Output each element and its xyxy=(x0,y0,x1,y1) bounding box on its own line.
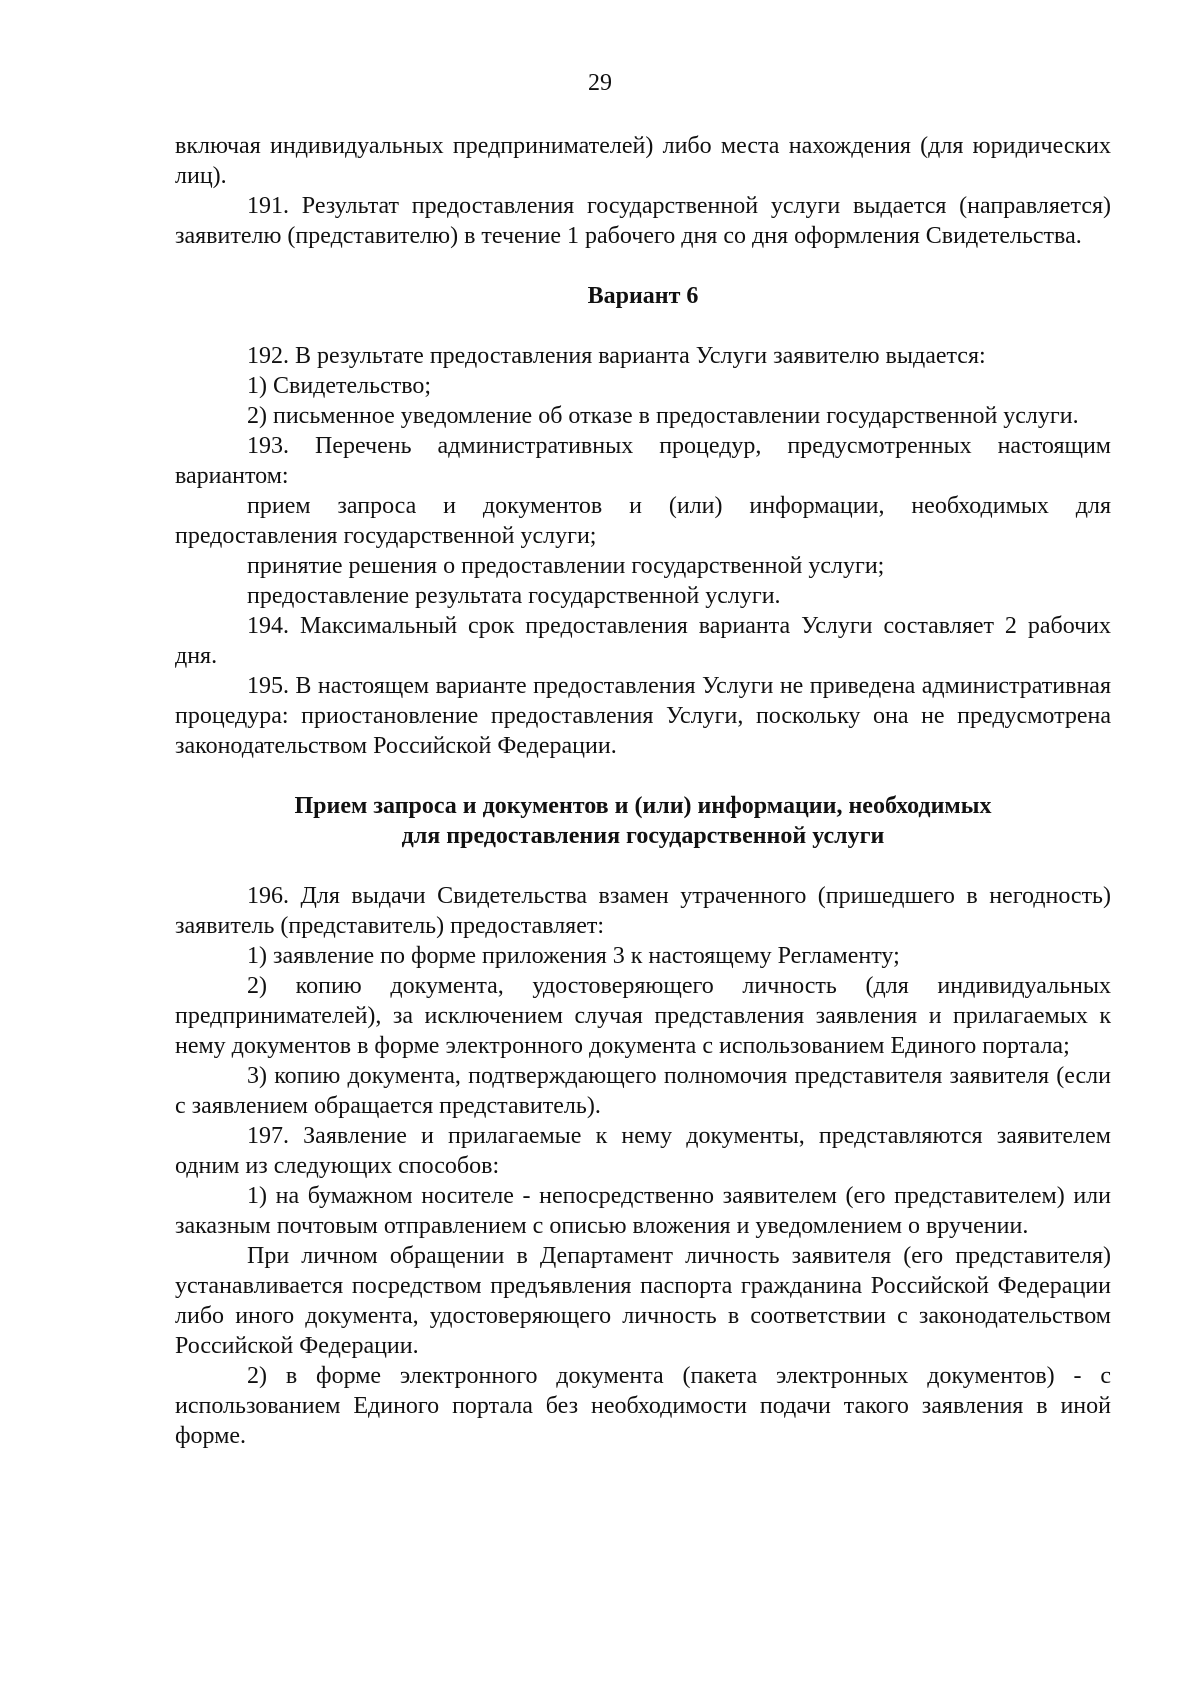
list-item-authority-copy: 3) копию документа, подтверждающего полномочия представителя заявителя (если с заявлением обращается представитель). xyxy=(175,1063,1111,1119)
paragraph-195: 195. В настоящем варианте предоставления Услуги не приведена административная процедура: приостановление предоставления Услуги, поскольку она не предусмотрена законодательством Российской Федерации. xyxy=(175,673,1111,759)
section-heading xyxy=(175,791,1111,851)
list-item-electronic-submission: 2) в форме электронного документа (пакета электронных документов) - с использованием Единого портала без необходимости подачи такого заявления в иной форме. xyxy=(175,1363,1111,1449)
page-number: 29 xyxy=(588,70,612,96)
paragraph-personal-visit: При личном обращении в Департамент личность заявителя (его представителя) устанавливается посредством предъявления паспорта гражданина Российской Федерации либо иного документа, удостоверяющего личность в соответствии с законодательством Российской Федерации. xyxy=(175,1243,1111,1359)
paragraph-196: 196. Для выдачи Свидетельства взамен утраченного (пришедшего в негодность) заявитель (представитель) предоставляет: xyxy=(175,883,1111,939)
paragraph-193: 193. Перечень административных процедур, предусмотренных настоящим вариантом: xyxy=(175,433,1111,489)
paragraph-192: 192. В результате предоставления варианта Услуги заявителю выдается: xyxy=(247,343,986,369)
list-item-paper-submission: 1) на бумажном носителе - непосредственно заявителем (его представителем) или заказным почтовым отправлением с описью вложения и уведомлением о вручении. xyxy=(175,1183,1111,1239)
paragraph-191: 191. Результат предоставления государственной услуги выдается (направляется) заявителю (представителю) в течение 1 рабочего дня со дня оформления Свидетельства. xyxy=(175,193,1111,249)
document-body xyxy=(175,131,1111,1451)
heading-variant-6: Вариант 6 xyxy=(587,283,699,309)
procedure-item-result: предоставление результата государственной услуги. xyxy=(247,583,781,609)
paragraph-194: 194. Максимальный срок предоставления варианта Услуги составляет 2 рабочих дня. xyxy=(175,613,1111,669)
list-item-certificate: 1) Свидетельство; xyxy=(247,373,432,399)
section-heading-line-2: для предоставления государственной услуги xyxy=(401,823,885,849)
list-item-identity-copy: 2) копию документа, удостоверяющего личность (для индивидуальных предпринимателей), за исключением случая представления заявления и прилагаемых к нему документов в форме электронного документа с использованием Единого портала; xyxy=(175,973,1111,1059)
list-item-refusal-notice: 2) письменное уведомление об отказе в предоставлении государственной услуги. xyxy=(247,403,1079,429)
procedure-item-request: прием запроса и документов и (или) информации, необходимых для предоставления государственной услуги; xyxy=(175,493,1111,549)
list-item-application: 1) заявление по форме приложения 3 к настоящему Регламенту; xyxy=(247,943,900,969)
paragraph-197: 197. Заявление и прилагаемые к нему документы, представляются заявителем одним из следующих способов: xyxy=(175,1123,1111,1179)
procedure-item-decision: принятие решения о предоставлении государственной услуги; xyxy=(247,553,885,579)
paragraph-continuation: включая индивидуальных предпринимателей) либо места нахождения (для юридических лиц). xyxy=(175,133,1111,189)
section-heading-line-1: Прием запроса и документов и (или) информации, необходимых xyxy=(294,793,992,819)
